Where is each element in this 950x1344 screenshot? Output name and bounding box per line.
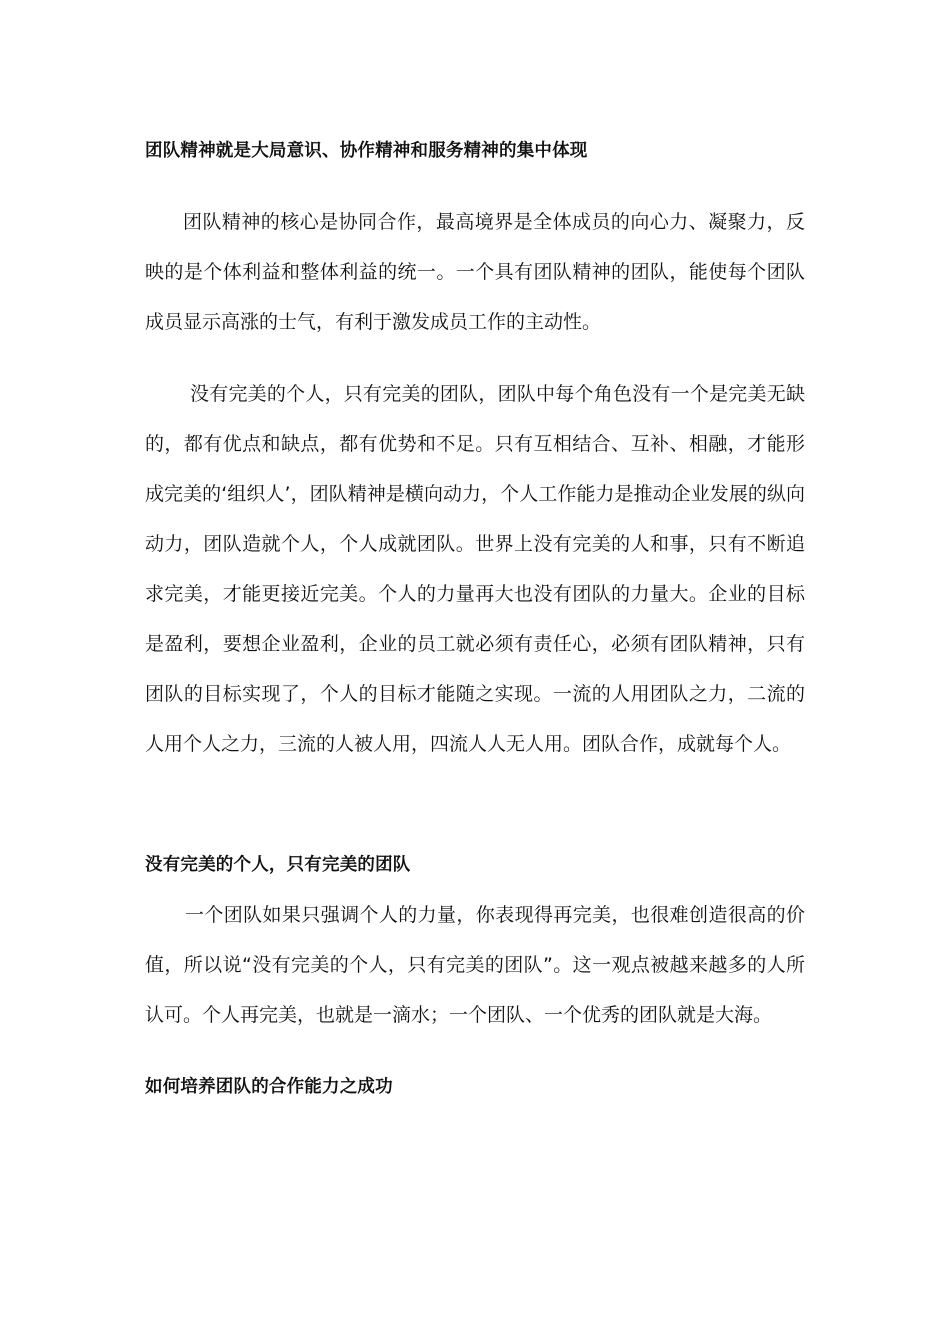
paragraph-individual-vs-team: 一个团队如果只强调个人的力量，你表现得再完美，也很难创造很高的价值，所以说“没有完美的个人，只有完美的团队”。这一观点被越来越多的人所认可。个人再完美，也就是一滴水；一个团队、一个优秀的团队就是大海。	[145, 904, 805, 1026]
paragraph-team-spirit-core: 团队精神的核心是协同合作，最高境界是全体成员的向心力、凝聚力，反映的是个体利益和整体利益的统一。一个具有团队精神的团队，能使每个团队成员显示高涨的士气，有利于激发成员工作的主动性。	[145, 211, 805, 333]
paragraph-no-perfect-individual: 没有完美的个人，只有完美的团队，团队中每个角色没有一个是完美无缺的，都有优点和缺点，都有优势和不足。只有互相结合、互补、相融，才能形成完美的‘组织人’，团队精神是横向动力，个人工作能力是推动企业发展的纵向动力，团队造就个人，个人成就团队。世界上没有完美的人和事，只有不断追求完美，才能更接近完美。个人的力量再大也没有团队的力量大。企业的目标是盈利，要想企业盈利，企业的员工就必须有责任心，必须有团队精神，只有团队的目标实现了，个人的目标才能随之实现。一流的人用团队之力，二流的人用个人之力，三流的人被人用，四流人人无人用。团队合作，成就每个人。	[145, 383, 805, 755]
section-heading-cooperation: 如何培养团队的合作能力之成功	[145, 1077, 393, 1097]
section-heading-team-spirit: 团队精神就是大局意识、协作精神和服务精神的集中体现	[145, 141, 588, 161]
section-heading-perfect-team: 没有完美的个人，只有完美的团队	[145, 855, 411, 875]
